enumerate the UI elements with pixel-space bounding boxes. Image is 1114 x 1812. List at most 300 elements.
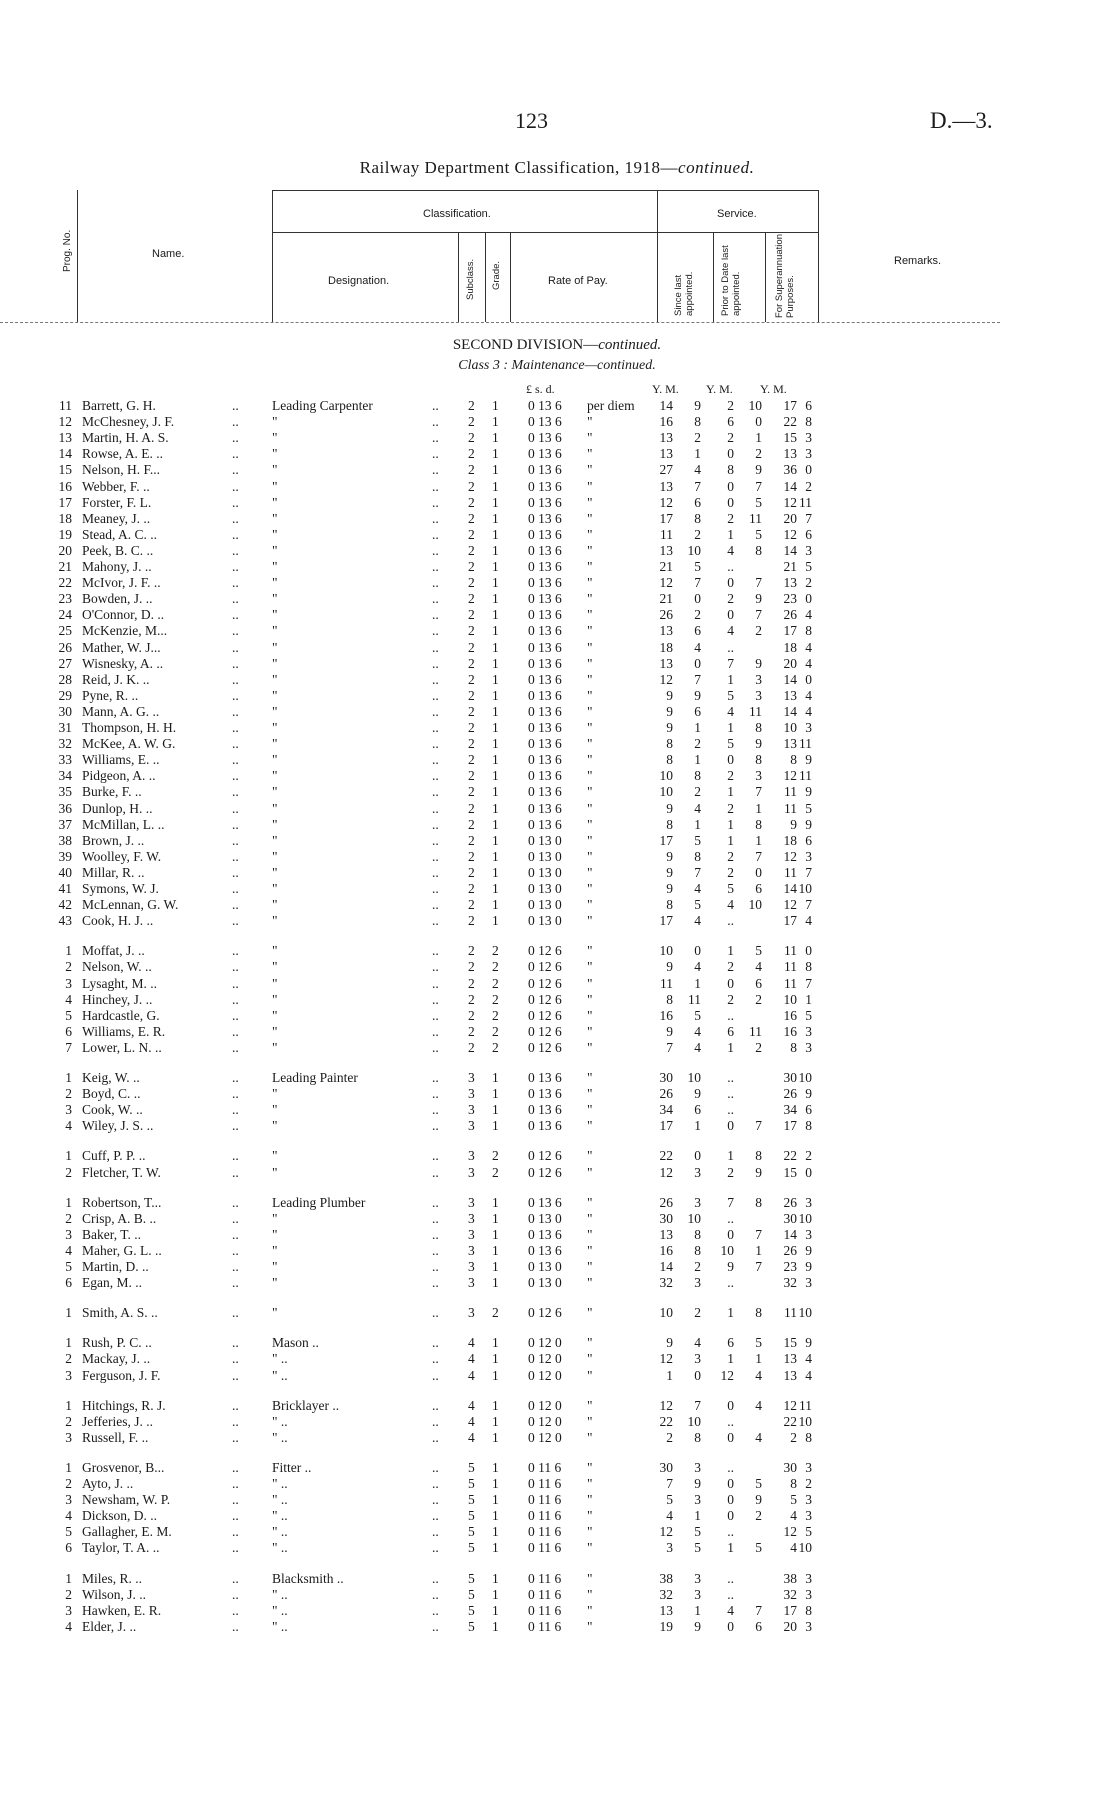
subclass: 5 <box>468 1540 475 1556</box>
prior-years: 5 <box>727 687 734 703</box>
prior-years: .. <box>727 1413 734 1429</box>
leader-dots: .. <box>232 575 239 591</box>
prog-no: 20 <box>58 542 72 558</box>
grade: 2 <box>492 1305 499 1321</box>
leader-dots: .. <box>432 752 439 768</box>
super-months: 0 <box>805 1164 812 1180</box>
pay-period: " <box>587 1305 593 1321</box>
designation: " <box>272 975 278 991</box>
rate-of-pay: 0 13 6 <box>528 1242 562 1258</box>
leader-dots: .. <box>232 1413 239 1429</box>
prog-no: 42 <box>58 897 72 913</box>
employee-name: Nelson, W. .. <box>82 959 152 975</box>
grade: 1 <box>492 1259 499 1274</box>
table-row <box>0 479 1114 495</box>
prior-months: 8 <box>755 816 762 832</box>
pay-period: " <box>587 1226 593 1242</box>
prior-years: .. <box>727 1070 734 1085</box>
pay-period: " <box>587 1459 593 1475</box>
since-months: 7 <box>694 1397 701 1413</box>
subclass: 4 <box>468 1335 475 1351</box>
super-months: 10 <box>798 1413 812 1429</box>
leader-dots: .. <box>432 1367 439 1383</box>
employee-name: Rush, P. C. .. <box>82 1335 152 1351</box>
rate-of-pay: 0 13 6 <box>528 478 562 494</box>
prior-years: 1 <box>727 671 734 687</box>
subclass: 3 <box>468 1070 475 1085</box>
classification-header: Classification. <box>423 208 491 220</box>
prior-months: 7 <box>755 1602 762 1618</box>
since-years: 9 <box>666 800 673 816</box>
rate-of-pay: 0 13 6 <box>528 510 562 526</box>
pay-period: " <box>587 752 593 768</box>
employee-name: Meaney, J. .. <box>82 510 151 526</box>
prior-years: 0 <box>727 575 734 591</box>
subclass: 2 <box>468 446 475 462</box>
super-months: 2 <box>805 1476 812 1491</box>
prior-years: 2 <box>727 768 734 784</box>
since-months: 5 <box>694 832 701 848</box>
since-years: 26 <box>659 1086 673 1102</box>
leader-dots: .. <box>232 1492 239 1508</box>
rate-of-pay: 0 12 6 <box>528 1305 562 1321</box>
super-years: 13 <box>783 687 797 703</box>
since-years: 9 <box>666 848 673 864</box>
super-months: 8 <box>805 1118 812 1134</box>
leader-dots: .. <box>432 639 439 655</box>
designation: " <box>272 559 278 574</box>
super-years: 17 <box>783 398 797 413</box>
document-reference: D.—3. <box>930 108 993 133</box>
prior-months: 5 <box>755 526 762 542</box>
employee-name: Fletcher, T. W. <box>82 1164 161 1180</box>
rate-of-pay: 0 13 6 <box>528 462 562 478</box>
since-years: 16 <box>659 1242 673 1258</box>
prior-years: 9 <box>727 1259 734 1274</box>
since-years: 13 <box>659 655 673 671</box>
rate-of-pay: 0 12 6 <box>528 943 562 959</box>
prior-months: 3 <box>755 768 762 784</box>
prior-years: .. <box>727 639 734 655</box>
prog-no: 25 <box>58 623 72 639</box>
subclass: 2 <box>468 864 475 880</box>
rate-of-pay: 0 12 6 <box>528 991 562 1007</box>
prior-years: 0 <box>727 975 734 991</box>
table-row <box>0 640 1114 656</box>
subclass: 5 <box>468 1570 475 1586</box>
prior-years: 0 <box>727 478 734 494</box>
rate-of-pay: 0 13 6 <box>528 542 562 558</box>
table-row <box>0 462 1114 478</box>
prior-months: 6 <box>755 1618 762 1634</box>
prior-months: 8 <box>755 1148 762 1164</box>
leader-dots: .. <box>232 1305 239 1321</box>
table-row <box>0 1414 1114 1430</box>
pay-period: " <box>587 848 593 864</box>
prog-no: 2 <box>65 1164 72 1180</box>
grade: 1 <box>492 816 499 832</box>
since-months: 11 <box>688 991 701 1007</box>
leader-dots: .. <box>232 1118 239 1134</box>
since-months: 3 <box>694 1351 701 1367</box>
divider <box>77 190 78 322</box>
grade: 1 <box>492 671 499 687</box>
prior-to-header: Prior to Date last appointed. <box>720 245 742 316</box>
employee-name: Hardcastle, G. <box>82 1007 160 1023</box>
since-years: 13 <box>659 446 673 462</box>
super-months: 7 <box>805 510 812 526</box>
grade: 1 <box>492 1459 499 1475</box>
super-months: 11 <box>799 1397 812 1413</box>
super-years: 15 <box>783 1335 797 1351</box>
pay-period: " <box>587 430 593 446</box>
leader-dots: .. <box>432 1524 439 1540</box>
designation: " <box>272 687 278 703</box>
since-years: 13 <box>659 430 673 446</box>
prior-years: 1 <box>727 1540 734 1556</box>
prior-years: 12 <box>720 1367 734 1383</box>
leader-dots: .. <box>432 897 439 913</box>
leader-dots: .. <box>232 1570 239 1586</box>
designation: " <box>272 752 278 768</box>
subclass: 5 <box>468 1524 475 1540</box>
designation-header: Designation. <box>328 275 390 287</box>
prog-no: 41 <box>58 881 72 896</box>
rate-of-pay: 0 13 6 <box>528 446 562 462</box>
pay-period: " <box>587 526 593 542</box>
super-months: 3 <box>805 1586 812 1602</box>
since-years: 9 <box>666 1023 673 1039</box>
leader-dots: .. <box>432 671 439 687</box>
prior-years: .. <box>727 559 734 574</box>
super-years: 21 <box>783 559 797 574</box>
since-months: 0 <box>694 1367 701 1383</box>
employee-name: Hitchings, R. J. <box>82 1397 166 1413</box>
prior-years: 0 <box>727 607 734 623</box>
since-months: 2 <box>694 1259 701 1274</box>
rate-of-pay: 0 12 0 <box>528 1429 562 1445</box>
designation: " <box>272 510 278 526</box>
leader-dots: .. <box>232 864 239 880</box>
designation: " <box>272 1148 278 1164</box>
grade-header: Grade. <box>491 260 502 290</box>
since-years: 34 <box>659 1102 673 1118</box>
pay-period: " <box>587 607 593 623</box>
employee-name: McIvor, J. F. .. <box>82 575 161 591</box>
leader-dots: .. <box>232 639 239 655</box>
subclass: 2 <box>468 575 475 591</box>
subclass: 2 <box>468 430 475 446</box>
prior-years: 4 <box>727 542 734 558</box>
divider <box>818 190 819 322</box>
since-years: 9 <box>666 720 673 735</box>
rate-of-pay: 0 12 0 <box>528 1397 562 1413</box>
leader-dots: .. <box>232 1351 239 1367</box>
grade: 1 <box>492 768 499 784</box>
prog-no: 2 <box>65 1586 72 1602</box>
leader-dots: .. <box>232 671 239 687</box>
since-months: 3 <box>694 1164 701 1180</box>
super-months: 4 <box>805 1351 812 1367</box>
leader-dots: .. <box>432 398 439 413</box>
super-years: 10 <box>783 991 797 1007</box>
pay-period: " <box>587 1413 593 1429</box>
leader-dots: .. <box>232 510 239 526</box>
prior-years: 0 <box>727 1476 734 1491</box>
since-years: 11 <box>660 975 673 991</box>
pay-period: " <box>587 1586 593 1602</box>
pay-period: " <box>587 736 593 752</box>
super-months: 5 <box>805 1007 812 1023</box>
subclass: 5 <box>468 1508 475 1524</box>
leader-dots: .. <box>432 784 439 800</box>
prior-years: 6 <box>727 1023 734 1039</box>
leader-dots: .. <box>232 881 239 896</box>
grade: 1 <box>492 1226 499 1242</box>
super-months: 4 <box>805 655 812 671</box>
grade: 1 <box>492 1429 499 1445</box>
designation: " <box>272 943 278 959</box>
prog-no: 2 <box>65 1210 72 1226</box>
title-suffix: continued. <box>678 158 755 177</box>
subclass: 4 <box>468 1367 475 1383</box>
prog-no: 1 <box>65 1397 72 1413</box>
super-years: 11 <box>784 959 797 975</box>
employee-name: Martin, H. A. S. <box>82 430 169 446</box>
grade: 1 <box>492 897 499 913</box>
designation: " .. <box>272 1413 288 1429</box>
header-mid-rule <box>272 232 818 233</box>
prog-no: 3 <box>65 1102 72 1118</box>
rate-of-pay: 0 13 0 <box>528 1259 562 1274</box>
prog-no: 35 <box>58 784 72 800</box>
grade: 1 <box>492 848 499 864</box>
super-months: 0 <box>805 462 812 478</box>
leader-dots: .. <box>232 1102 239 1118</box>
designation: " <box>272 639 278 655</box>
super-years: 26 <box>783 1086 797 1102</box>
since-months: 1 <box>694 446 701 462</box>
pay-period: " <box>587 1540 593 1556</box>
prog-no: 30 <box>58 703 72 719</box>
since-years: 9 <box>666 703 673 719</box>
since-years: 10 <box>659 784 673 800</box>
pay-period: " <box>587 671 593 687</box>
grade: 1 <box>492 591 499 607</box>
prior-years: 7 <box>727 655 734 671</box>
table-row <box>0 736 1114 752</box>
prior-years: .. <box>727 1275 734 1291</box>
prog-no: 2 <box>65 959 72 975</box>
prior-years: .. <box>727 1524 734 1540</box>
super-years: 30 <box>783 1210 797 1226</box>
rate-of-pay: 0 13 0 <box>528 1210 562 1226</box>
rate-of-pay: 0 11 6 <box>528 1540 562 1556</box>
since-years: 9 <box>666 864 673 880</box>
rate-of-pay: 0 13 6 <box>528 1070 562 1085</box>
prog-no: 26 <box>58 639 72 655</box>
grade: 1 <box>492 1335 499 1351</box>
super-months: 3 <box>805 1618 812 1634</box>
prior-years: 0 <box>727 1429 734 1445</box>
super-months: 5 <box>805 1524 812 1540</box>
subclass: 5 <box>468 1476 475 1491</box>
prior-years: 0 <box>727 494 734 510</box>
employee-name: Nelson, H. F... <box>82 462 161 478</box>
designation: " <box>272 1259 278 1274</box>
pay-period: " <box>587 1164 593 1180</box>
prog-no: 5 <box>65 1524 72 1540</box>
table-row <box>0 1619 1114 1635</box>
prior-months: 4 <box>755 1367 762 1383</box>
super-years: 11 <box>784 784 797 800</box>
grade: 1 <box>492 526 499 542</box>
table-row <box>0 1070 1114 1086</box>
super-months: 10 <box>798 1540 812 1556</box>
employee-name: McChesney, J. F. <box>82 414 175 430</box>
prior-months: 5 <box>755 494 762 510</box>
prog-no: 1 <box>65 943 72 959</box>
leader-dots: .. <box>432 1242 439 1258</box>
prior-months: 1 <box>755 800 762 816</box>
leader-dots: .. <box>432 446 439 462</box>
since-years: 16 <box>659 1007 673 1023</box>
super-years: 17 <box>783 913 797 929</box>
designation: " <box>272 607 278 623</box>
since-months: 3 <box>694 1570 701 1586</box>
prior-years: 1 <box>727 816 734 832</box>
prior-years: .. <box>727 1586 734 1602</box>
prior-units: Y. M. <box>706 382 733 396</box>
since-months: 1 <box>694 720 701 735</box>
since-years: 8 <box>666 816 673 832</box>
prog-no: 7 <box>65 1039 72 1055</box>
prior-years: 2 <box>727 591 734 607</box>
rate-of-pay: 0 13 6 <box>528 816 562 832</box>
super-years: 14 <box>783 478 797 494</box>
prior-years: 2 <box>727 848 734 864</box>
subclass: 2 <box>468 687 475 703</box>
since-years: 21 <box>659 559 673 574</box>
prior-months: 4 <box>755 959 762 975</box>
prog-no: 6 <box>65 1540 72 1556</box>
employee-name: Mann, A. G. .. <box>82 703 160 719</box>
super-months: 11 <box>799 768 812 784</box>
super-months: 3 <box>805 1194 812 1210</box>
subclass: 2 <box>468 1039 475 1055</box>
prog-no: 13 <box>58 430 72 446</box>
prog-no: 1 <box>65 1148 72 1164</box>
rate-of-pay: 0 13 6 <box>528 639 562 655</box>
since-last-header: Since last appointed. <box>673 271 695 316</box>
since-months: 0 <box>694 655 701 671</box>
leader-dots: .. <box>432 1618 439 1634</box>
designation: " <box>272 430 278 446</box>
prog-no: 2 <box>65 1476 72 1491</box>
prog-no-header: Prog. No. <box>62 229 73 272</box>
super-years: 18 <box>783 639 797 655</box>
super-months: 8 <box>805 623 812 639</box>
subclass: 2 <box>468 784 475 800</box>
subclass: 5 <box>468 1602 475 1618</box>
rate-of-pay: 0 13 6 <box>528 1226 562 1242</box>
leader-dots: .. <box>432 1102 439 1118</box>
super-months: 3 <box>805 848 812 864</box>
super-months: 3 <box>805 446 812 462</box>
leader-dots: .. <box>432 1164 439 1180</box>
employee-name: Keig, W. .. <box>82 1070 140 1085</box>
prog-no: 32 <box>58 736 72 752</box>
leader-dots: .. <box>232 655 239 671</box>
super-years: 12 <box>783 897 797 913</box>
prior-months: 11 <box>749 703 762 719</box>
leader-dots: .. <box>232 1618 239 1634</box>
since-years: 3 <box>666 1540 673 1556</box>
prior-years: .. <box>727 1007 734 1023</box>
prior-months: 8 <box>755 1194 762 1210</box>
prior-years: 4 <box>727 623 734 639</box>
since-years: 12 <box>659 494 673 510</box>
leader-dots: .. <box>432 542 439 558</box>
designation: Leading Plumber <box>272 1194 366 1210</box>
rate-of-pay: 0 13 6 <box>528 607 562 623</box>
service-header: Service. <box>717 208 757 220</box>
super-months: 8 <box>805 959 812 975</box>
grade: 1 <box>492 494 499 510</box>
super-years: 30 <box>783 1070 797 1085</box>
grade: 1 <box>492 1367 499 1383</box>
prog-no: 14 <box>58 446 72 462</box>
employee-name: Hawken, E. R. <box>82 1602 162 1618</box>
grade: 2 <box>492 1007 499 1023</box>
leader-dots: .. <box>432 832 439 848</box>
prior-years: 0 <box>727 1226 734 1242</box>
prior-years: 2 <box>727 864 734 880</box>
since-months: 9 <box>694 687 701 703</box>
since-months: 7 <box>694 575 701 591</box>
since-months: 10 <box>687 542 701 558</box>
divider <box>657 190 658 322</box>
employee-name: Ayto, J. .. <box>82 1476 134 1491</box>
prog-no: 1 <box>65 1070 72 1085</box>
prior-years: 2 <box>727 398 734 413</box>
super-months: 6 <box>805 526 812 542</box>
rate-of-pay: 0 12 6 <box>528 1039 562 1055</box>
prog-no: 3 <box>65 1226 72 1242</box>
since-years: 5 <box>666 1492 673 1508</box>
prog-no: 1 <box>65 1570 72 1586</box>
prior-months: 7 <box>755 607 762 623</box>
employee-name: Forster, F. L. <box>82 494 152 510</box>
employee-name: Cook, H. J. .. <box>82 913 154 929</box>
since-years: 30 <box>659 1210 673 1226</box>
pay-period: " <box>587 864 593 880</box>
grade: 1 <box>492 655 499 671</box>
rate-of-pay: 0 13 6 <box>528 623 562 639</box>
since-months: 3 <box>694 1194 701 1210</box>
prior-months: 7 <box>755 478 762 494</box>
table-row <box>0 720 1114 736</box>
prior-months: 8 <box>755 720 762 735</box>
leader-dots: .. <box>432 881 439 896</box>
employee-name: Crisp, A. B. .. <box>82 1210 157 1226</box>
grade: 2 <box>492 991 499 1007</box>
super-years: 20 <box>783 1618 797 1634</box>
employee-name: Elder, J. .. <box>82 1618 137 1634</box>
leader-dots: .. <box>232 1367 239 1383</box>
prior-years: 5 <box>727 881 734 896</box>
prior-months: 1 <box>755 1242 762 1258</box>
